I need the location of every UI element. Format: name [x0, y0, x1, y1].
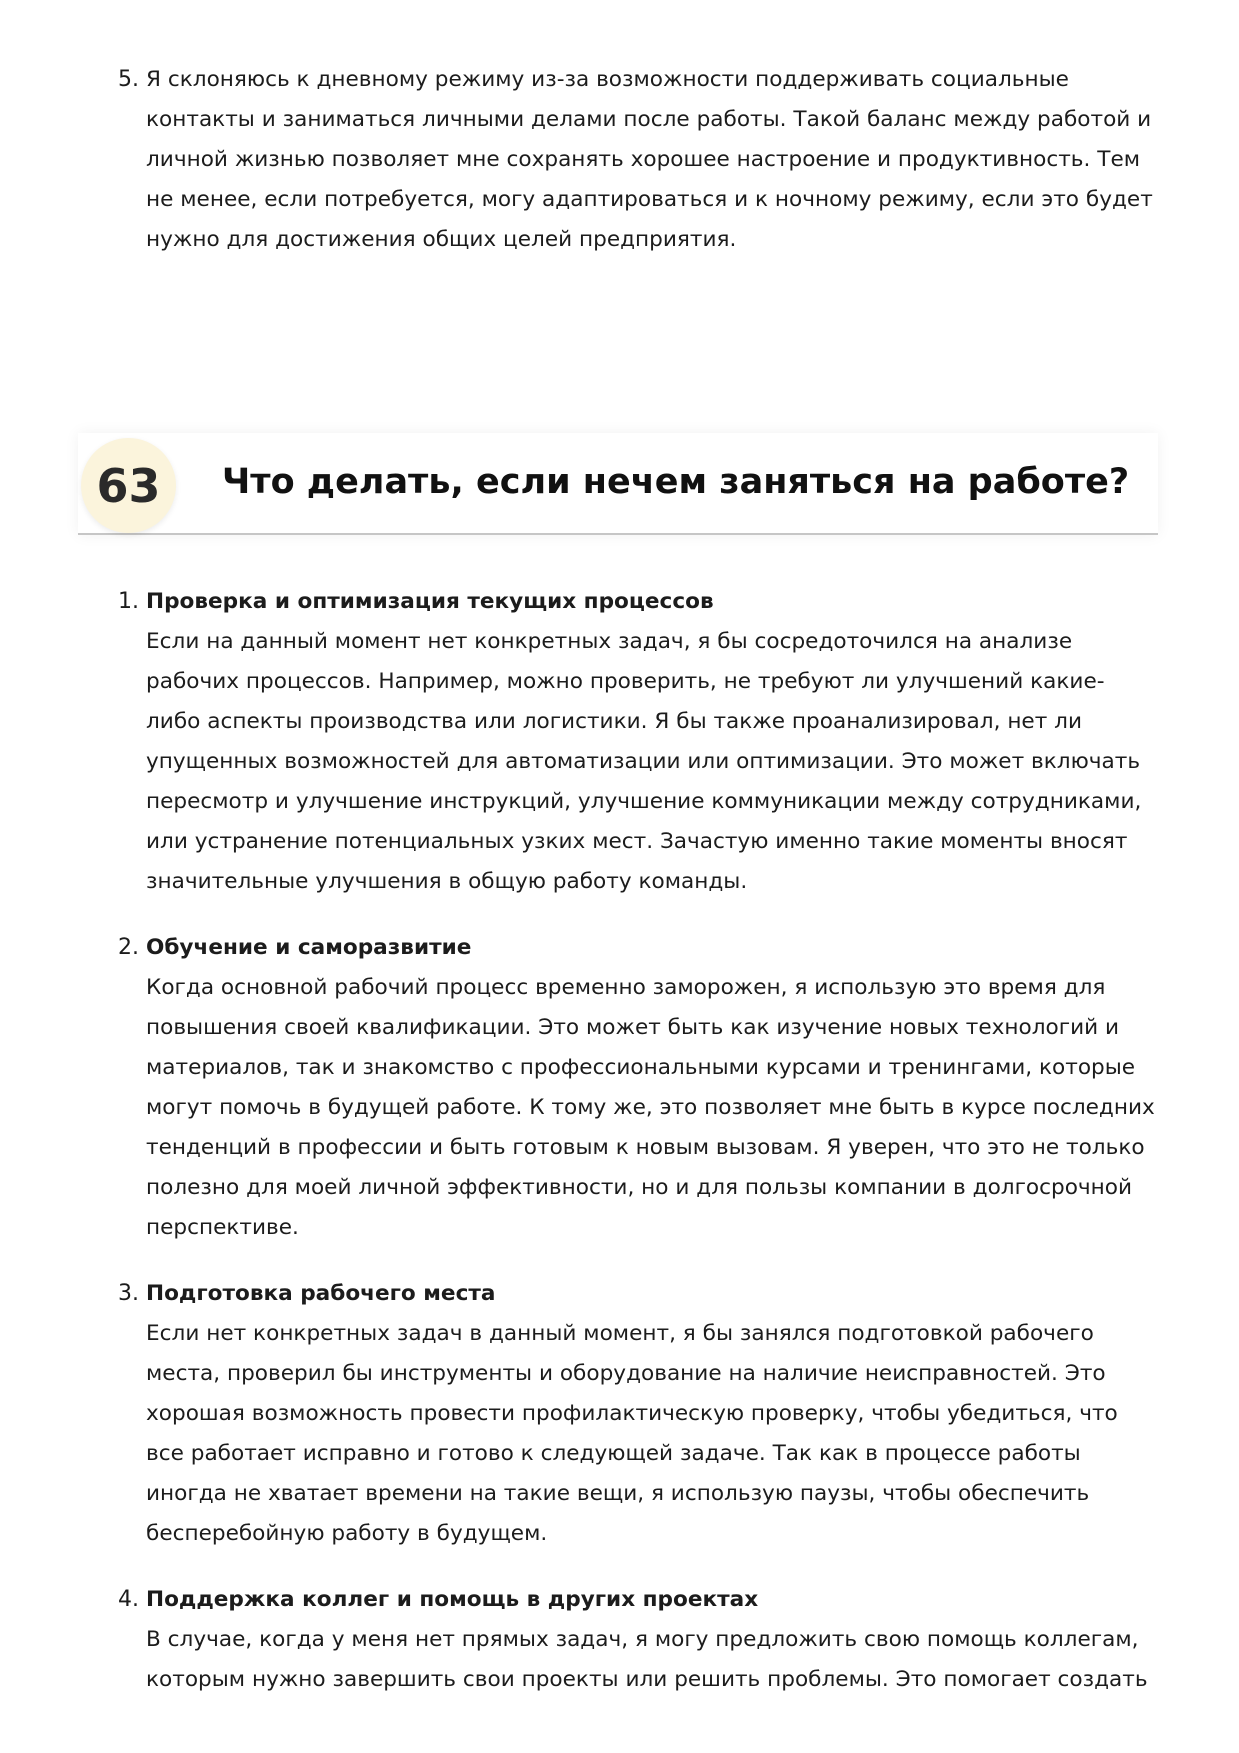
paragraph-line: рабочих процессов. Например, можно проверить, не требуют ли улучшений какие-: [146, 669, 1105, 694]
paragraph-line: повышения своей квалификации. Это может быть как изучение новых технологий и: [146, 1015, 1120, 1040]
paragraph-line: либо аспекты производства или логистики. Я бы также проанализировал, нет ли: [146, 709, 1082, 734]
paragraph-line: или устранение потенциальных узких мест. Зачастую именно такие моменты вносят: [146, 829, 1128, 854]
paragraph-line: пересмотр и улучшение инструкций, улучшение коммуникации между сотрудниками,: [146, 789, 1142, 814]
list-item-body: [146, 582, 1156, 902]
paragraph-line: личной жизнью позволяет мне сохранять хорошее настроение и продуктивность. Тем: [146, 147, 1141, 172]
list-item-body: [146, 60, 1156, 260]
list-number: 5.: [118, 67, 139, 92]
paragraph-line: могут помочь в будущей работе. К тому же, это позволяет мне быть в курсе последних: [146, 1095, 1155, 1120]
paragraph-line: Я склоняюсь к дневному режиму из-за возможности поддерживать социальные: [146, 67, 1069, 92]
section-title: Что делать, если нечем заняться на работе?: [222, 462, 1130, 502]
paragraph-line: В случае, когда у меня нет прямых задач, я могу предложить свою помощь коллегам,: [146, 1627, 1139, 1652]
paragraph-line: которым нужно завершить свои проекты или решить проблемы. Это помогает создать: [146, 1667, 1148, 1692]
paragraph-line: полезно для моей личной эффективности, но и для пользы компании в долгосрочной: [146, 1175, 1133, 1200]
paragraph-line: места, проверил бы инструменты и оборудование на наличие неисправностей. Это: [146, 1361, 1106, 1386]
list-number: 1.: [118, 589, 139, 614]
paragraph-line: Когда основной рабочий процесс временно заморожен, я использую это время для: [146, 975, 1106, 1000]
paragraph-line: нужно для достижения общих целей предприятия.: [146, 227, 737, 252]
item-title: Поддержка коллег и помощь в других проектах: [146, 1587, 759, 1612]
list-number: 3.: [118, 1281, 139, 1306]
paragraph-line: хорошая возможность провести профилактическую проверку, чтобы убедиться, что: [146, 1401, 1118, 1426]
paragraph-line: значительные улучшения в общую работу команды.: [146, 869, 748, 894]
paragraph-line: бесперебойную работу в будущем.: [146, 1521, 548, 1546]
paragraph-line: тенденций в профессии и быть готовым к новым вызовам. Я уверен, что это не только: [146, 1135, 1145, 1160]
paragraph-line: Если нет конкретных задач в данный момент, я бы занялся подготовкой рабочего: [146, 1321, 1094, 1346]
paragraph-line: упущенных возможностей для автоматизации или оптимизации. Это может включать: [146, 749, 1141, 774]
paragraph-line: перспективе.: [146, 1215, 299, 1240]
list-number: 4.: [118, 1587, 139, 1612]
paragraph-line: Если на данный момент нет конкретных задач, я бы сосредоточился на анализе: [146, 629, 1073, 654]
list-number: 2.: [118, 935, 139, 960]
paragraph-line: материалов, так и знакомство с профессиональными курсами и тренингами, которые: [146, 1055, 1136, 1080]
paragraph-line: не менее, если потребуется, могу адаптироваться и к ночному режиму, если это будет: [146, 187, 1153, 212]
list-item-body: [146, 1274, 1156, 1554]
list-item-body: [146, 1580, 1156, 1700]
section-number-badge: 63: [81, 438, 176, 533]
paragraph-line: все работает исправно и готово к следующей задаче. Так как в процессе работы: [146, 1441, 1081, 1466]
paragraph-line: иногда не хватает времени на такие вещи, я использую паузы, чтобы обеспечить: [146, 1481, 1090, 1506]
paragraph-line: контакты и заниматься личными делами после работы. Такой баланс между работой и: [146, 107, 1152, 132]
item-title: Обучение и саморазвитие: [146, 935, 472, 960]
item-title: Подготовка рабочего места: [146, 1281, 496, 1306]
list-item-body: [146, 928, 1156, 1248]
item-title: Проверка и оптимизация текущих процессов: [146, 589, 714, 614]
